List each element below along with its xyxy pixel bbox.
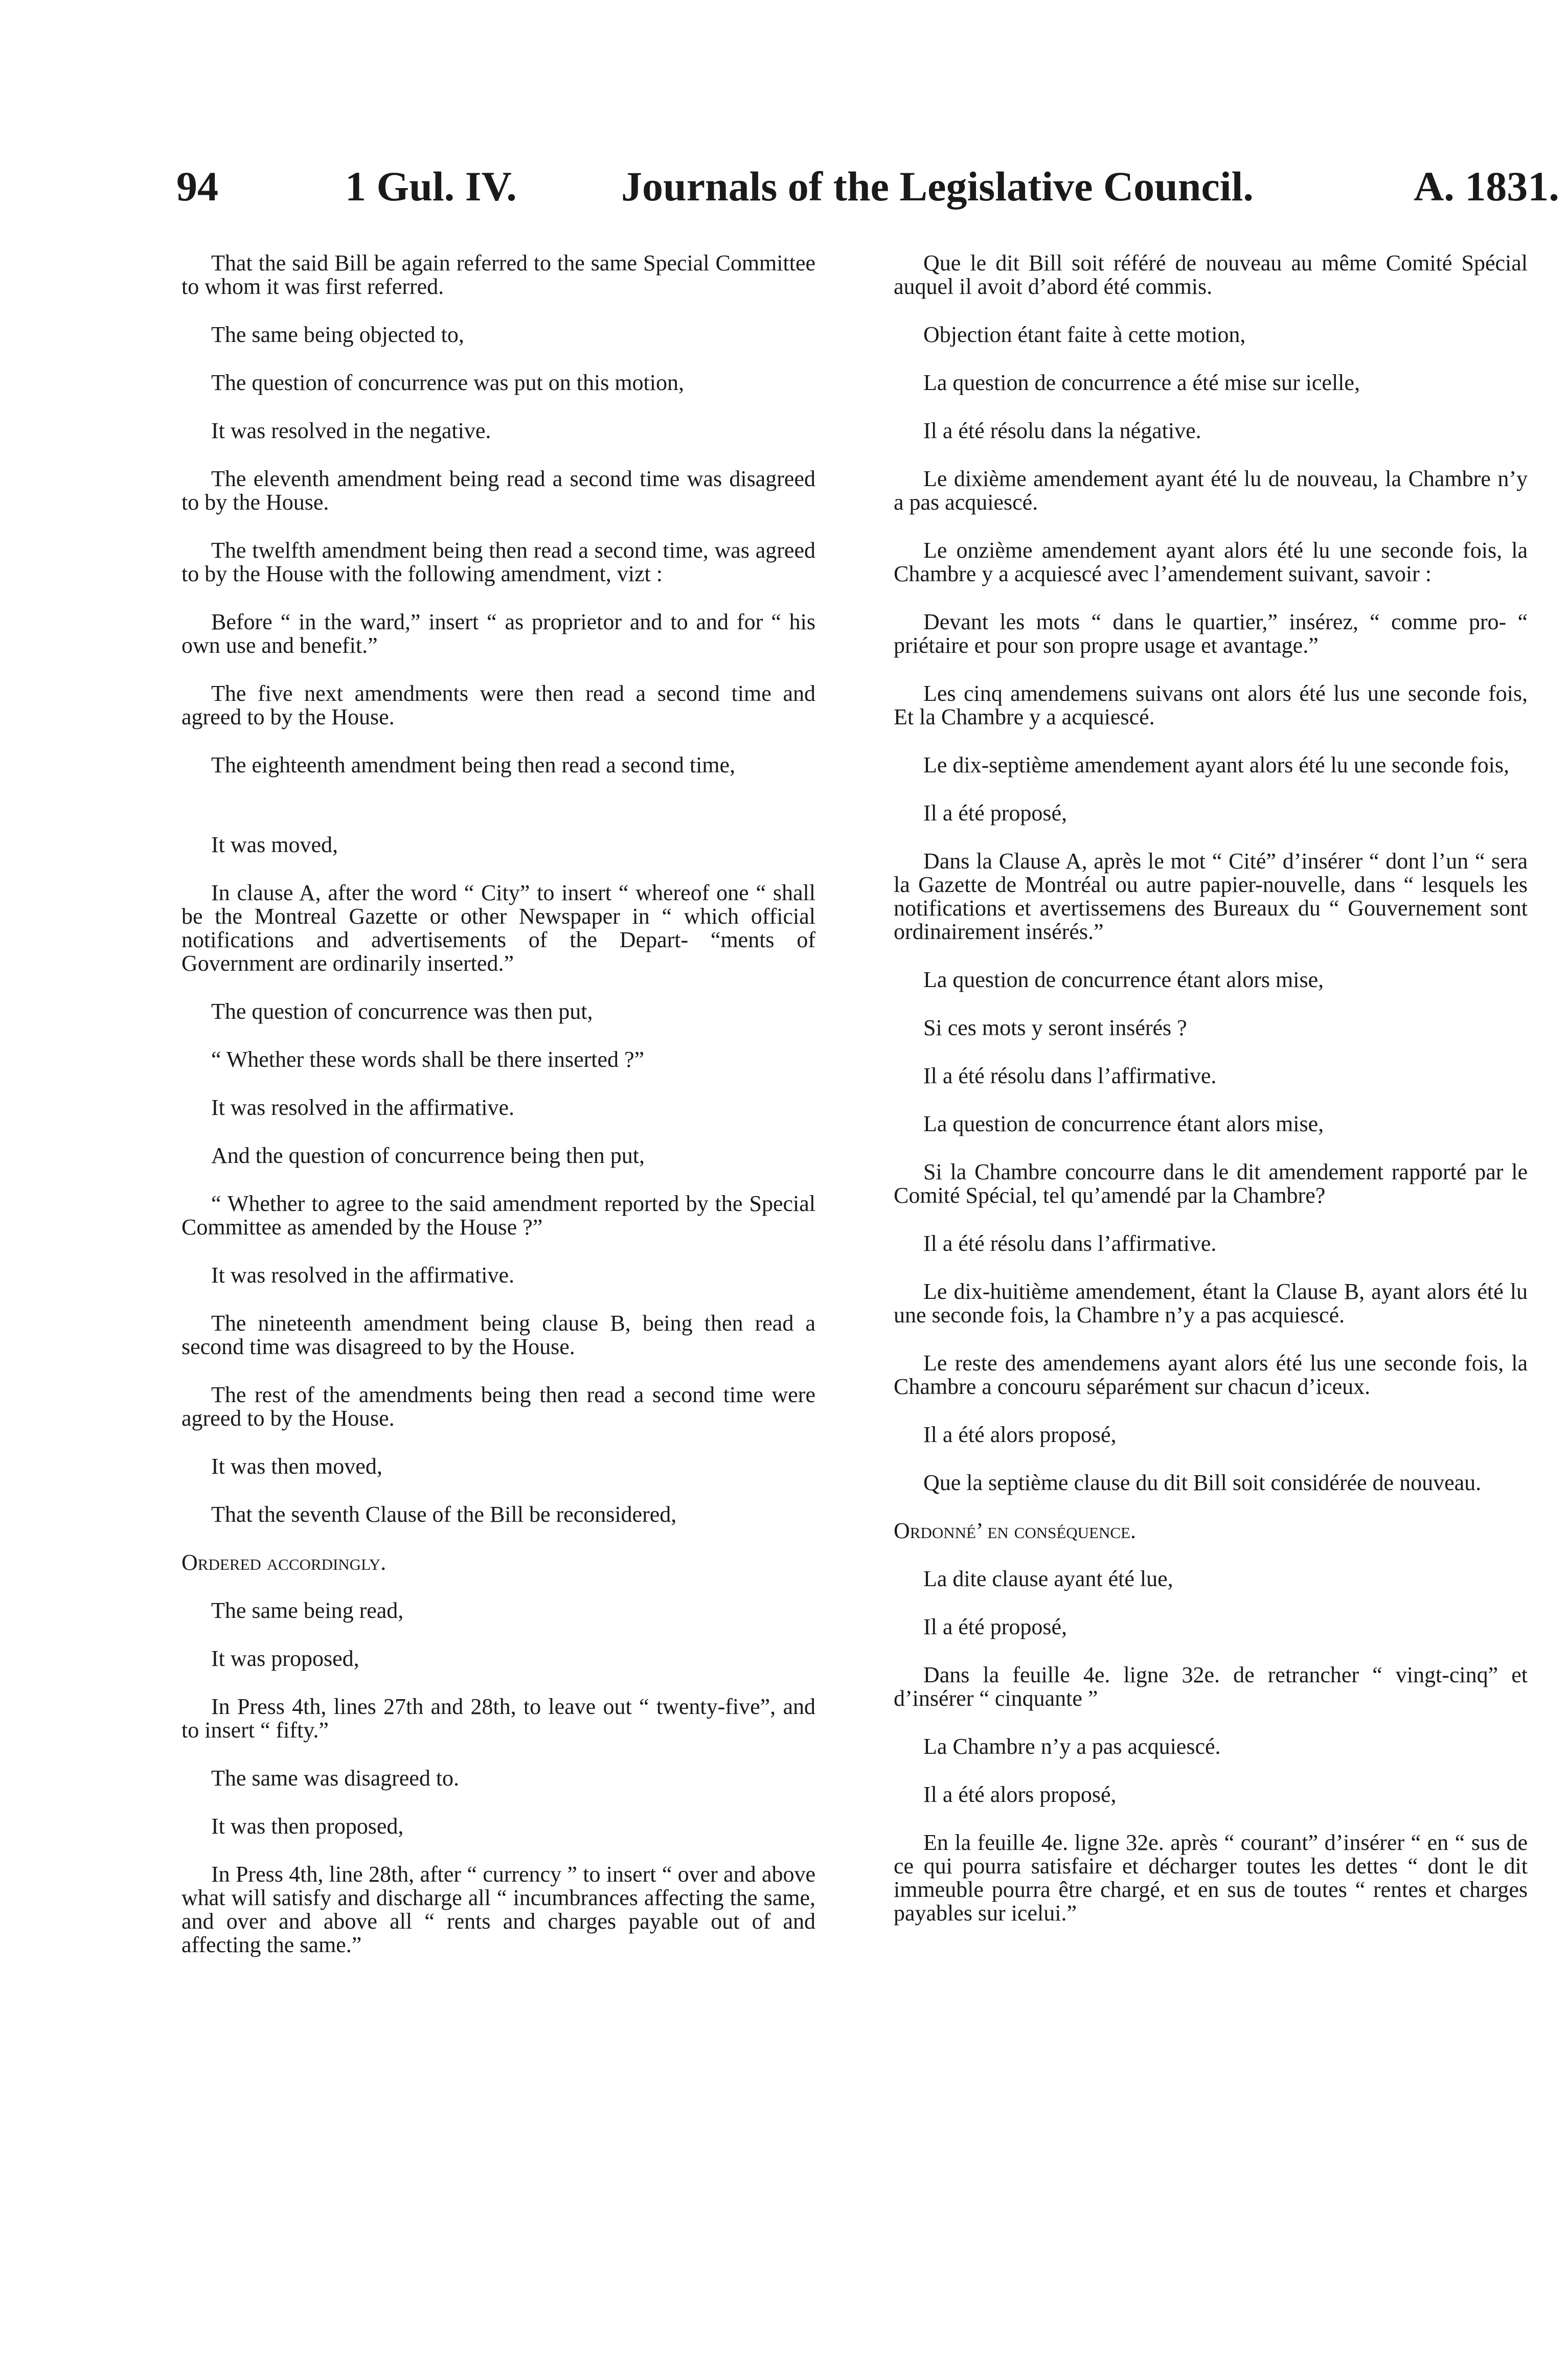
english-column xyxy=(181,251,815,1981)
paragraph-fr-7: Devant les mots “ dans le quartier,” insérez, “ comme pro- “ priétaire et pour son propre usage et avantage.” xyxy=(894,609,1528,658)
paragraph-en-10: It was moved, xyxy=(211,832,338,857)
journal-title: Journals of the Legislative Council. xyxy=(621,163,1254,210)
paragraph-en-14: It was resolved in the affirmative. xyxy=(211,1095,514,1120)
paragraph-fr-16: Si la Chambre concourre dans le dit amendement rapporté par le Comité Spécial, tel qu’amendé par la Chambre? xyxy=(894,1159,1528,1208)
paragraph-fr-12: La question de concurrence étant alors mise, xyxy=(923,967,1324,992)
paragraph-fr-9: Le dix-septième amendement ayant alors été lu une seconde fois, xyxy=(923,752,1510,777)
paragraph-fr-19: Le reste des amendemens ayant alors été lus une seconde fois, la Chambre a concouru séparément sur chacun d’iceux. xyxy=(894,1351,1528,1399)
paragraph-fr-18: Le dix-huitième amendement, étant la Clause B, ayant alors été lu une seconde fois, la Chambre n’y a pas acquiescé. xyxy=(894,1279,1528,1328)
paragraph-en-6: The twelfth amendment being then read a second time, was agreed to by the House with the following amendment, vizt : xyxy=(181,538,815,586)
paragraph-en-11: In clause A, after the word “ City” to insert “ whereof one “ shall be the Montreal Gazette or other Newspaper in “ which official notifications and advertisements of the Depart- “ments of Government are ordinarily inserted.” xyxy=(181,880,815,976)
paragraph-fr-8: Les cinq amendemens suivans ont alors été lus une seconde fois, Et la Chambre y a acquiescé. xyxy=(894,681,1528,729)
paragraph-en-4: It was resolved in the negative. xyxy=(211,418,491,443)
paragraph-en-7: Before “ in the ward,” insert “ as proprietor and to and for “ his own use and benefit.” xyxy=(181,609,815,658)
paragraph-fr-3: La question de concurrence a été mise sur icelle, xyxy=(923,370,1360,395)
paragraph-en-21: That the seventh Clause of the Bill be reconsidered, xyxy=(211,1502,677,1527)
paragraph-fr-25: Dans la feuille 4e. ligne 32e. de retrancher “ vingt-cinq” et d’insérer “ cinquante ” xyxy=(894,1662,1528,1711)
page-header xyxy=(176,163,1559,224)
regnal-year: 1 Gul. IV. xyxy=(345,163,517,210)
paragraph-en-12: The question of concurrence was then put, xyxy=(211,999,593,1024)
paragraph-fr-22: Ordonné’ en conséquence. xyxy=(894,1518,1136,1543)
paragraph-fr-14: Il a été résolu dans l’affirmative. xyxy=(923,1063,1217,1088)
paragraph-en-5: The eleventh amendment being read a second time was disagreed to by the House. xyxy=(181,466,815,515)
french-column xyxy=(894,251,1528,1950)
paragraph-en-16: “ Whether to agree to the said amendment reported by the Special Committee as amended by the House ?” xyxy=(181,1191,815,1240)
paragraph-fr-4: Il a été résolu dans la négative. xyxy=(923,418,1201,443)
paragraph-en-18: The nineteenth amendment being clause B, being then read a second time was disagreed to by the House. xyxy=(181,1311,815,1359)
paragraph-en-25: In Press 4th, lines 27th and 28th, to leave out “ twenty-five”, and to insert “ fifty.” xyxy=(181,1694,815,1743)
paragraph-en-13: “ Whether these words shall be there inserted ?” xyxy=(211,1047,645,1072)
paragraph-fr-27: Il a été alors proposé, xyxy=(923,1782,1117,1807)
paragraph-en-1: That the said Bill be again referred to the same Special Committee to whom it was first referred. xyxy=(181,250,815,299)
paragraph-en-19: The rest of the amendments being then read a second time were agreed to by the House. xyxy=(181,1382,815,1431)
paragraph-fr-1: Que le dit Bill soit référé de nouveau au même Comité Spécial auquel il avoit d’abord été commis. xyxy=(894,250,1528,299)
paragraph-en-23: The same being read, xyxy=(211,1598,404,1623)
paragraph-fr-11: Dans la Clause A, après le mot “ Cité” d’insérer “ dont l’un “ sera la Gazette de Montréal ou autre papier-nouvelle, dans “ lesquels les notifications et avertissemens des Bureaux du “ Gouvernement sont ordinairement insérés.” xyxy=(894,849,1528,944)
paragraph-fr-20: Il a été alors proposé, xyxy=(923,1422,1117,1447)
paragraph-fr-5: Le dixième amendement ayant été lu de nouveau, la Chambre n’y a pas acquiescé. xyxy=(894,466,1528,515)
paragraph-fr-2: Objection étant faite à cette motion, xyxy=(923,322,1246,347)
paragraph-en-27: It was then proposed, xyxy=(211,1814,404,1839)
paragraph-en-3: The question of concurrence was put on this motion, xyxy=(211,370,685,395)
paragraph-en-22: Ordered accordingly. xyxy=(181,1550,387,1575)
paragraph-en-17: It was resolved in the affirmative. xyxy=(211,1263,514,1288)
paragraph-fr-23: La dite clause ayant été lue, xyxy=(923,1566,1173,1591)
paragraph-fr-21: Que la septième clause du dit Bill soit considérée de nouveau. xyxy=(923,1470,1482,1495)
paragraph-fr-24: Il a été proposé, xyxy=(923,1614,1067,1639)
paragraph-en-26: The same was disagreed to. xyxy=(211,1766,460,1791)
paragraph-en-28: In Press 4th, line 28th, after “ currency ” to insert “ over and above what will satisfy and discharge all “ incumbrances affecting the same, and over and above all “ rents and charges payable out of and affecting the same.” xyxy=(181,1862,815,1957)
paragraph-en-9: The eighteenth amendment being then read a second time, xyxy=(211,752,736,777)
paragraph-fr-15: La question de concurrence étant alors mise, xyxy=(923,1111,1324,1136)
paragraph-fr-6: Le onzième amendement ayant alors été lu une seconde fois, la Chambre y a acquiescé avec l’amendement suivant, savoir : xyxy=(894,538,1528,586)
paragraph-en-2: The same being objected to, xyxy=(211,322,464,347)
paragraph-en-24: It was proposed, xyxy=(211,1646,359,1671)
paragraph-fr-26: La Chambre n’y a pas acquiescé. xyxy=(923,1734,1221,1759)
paragraph-fr-10: Il a été proposé, xyxy=(923,800,1067,826)
paragraph-en-20: It was then moved, xyxy=(211,1454,382,1479)
paragraph-en-15: And the question of concurrence being then put, xyxy=(211,1143,645,1168)
paragraph-en-8: The five next amendments were then read a second time and agreed to by the House. xyxy=(181,681,815,729)
paragraph-fr-13: Si ces mots y seront insérés ? xyxy=(923,1015,1187,1040)
paragraph-fr-28: En la feuille 4e. ligne 32e. après “ courant” d’insérer “ en “ sus de ce qui pourra satisfaire et décharger toutes les dettes “ dont le dit immeuble pourra être chargé, et en sus de toutes “ rentes et charges payables sur icelui.” xyxy=(894,1830,1528,1926)
paragraph-fr-17: Il a été résolu dans l’affirmative. xyxy=(923,1231,1217,1256)
page-number: 94 xyxy=(176,163,218,210)
calendar-year: A. 1831. xyxy=(1414,163,1559,210)
